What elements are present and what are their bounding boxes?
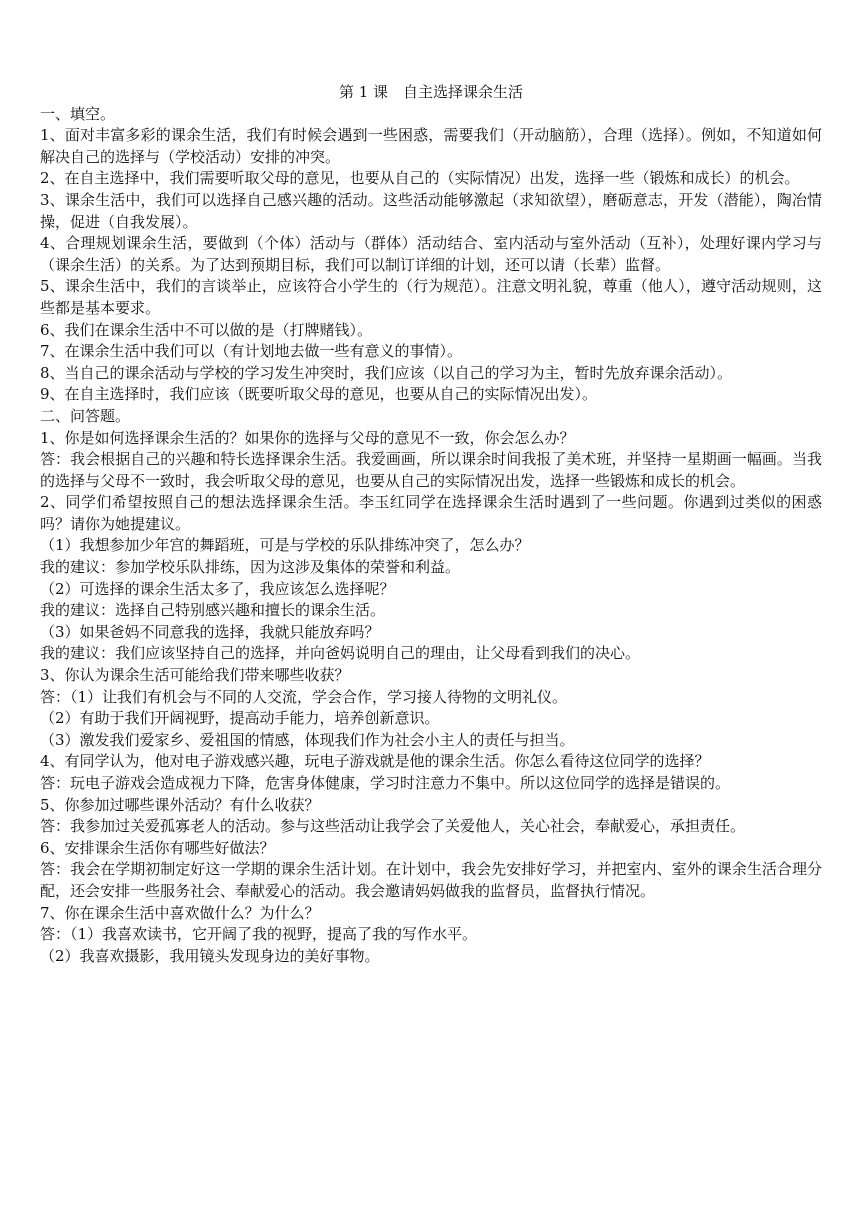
fill-blank-item: 8、当自己的课余活动与学校的学习发生冲突时，我们应该（以自己的学习为主，暂时先放弃课余活动）。 bbox=[40, 363, 733, 382]
answer-item: （2）我喜欢摄影，我用镜头发现身边的美好事物。 bbox=[40, 946, 380, 965]
answer-item: 答：（1）我喜欢读书，它开阔了我的视野，提高了我的写作水平。 bbox=[40, 925, 478, 944]
question-item: 5、你参加过哪些课外活动？有什么收获？ bbox=[40, 795, 320, 814]
fill-blank-item: 5、课余生活中，我们的言谈举止，应该符合小学生的（行为规范）。注意文明礼貌，尊重（他人），遵守活动规则，这些都是基本要求。 bbox=[40, 277, 822, 317]
answer-item: 答：我参加过关爱孤寡老人的活动。参与这些活动让我学会了关爱他人，关心社会，奉献爱心，承担责任。 bbox=[40, 817, 746, 836]
lesson-title: 第 1 课 自主选择课余生活 bbox=[338, 83, 524, 101]
answer-item: 答：我会在学期初制定好这一学期的课余生活计划。在计划中，我会先安排好学习，并把室内、室外的课余生活合理分配，还会安排一些服务社会、奉献爱心的活动。我会邀请妈妈做我的监督员，监督执行情况。 bbox=[40, 860, 822, 900]
question-item: 7、你在课余生活中喜欢做什么？为什么？ bbox=[40, 903, 320, 922]
answer-item: 答：（1）让我们有机会与不同的人交流，学会合作，学习接人待物的文明礼仪。 bbox=[40, 687, 568, 706]
suggestion-item: 我的建议：我们应该坚持自己的选择，并向爸妈说明自己的理由，让父母看到我们的决心。 bbox=[40, 644, 641, 663]
fill-blank-item: 6、我们在课余生活中不可以做的是（打牌赌钱）。 bbox=[40, 320, 373, 339]
sub-question-item: （1）我想参加少年宫的舞蹈班，可是与学校的乐队排练冲突了，怎么办？ bbox=[40, 536, 530, 555]
suggestion-item: 我的建议：参加学校乐队排练，因为这涉及集体的荣誉和利益。 bbox=[40, 558, 461, 577]
answer-item: （3）激发我们爱家乡、爱祖国的情感，体现我们作为社会小主人的责任与担当。 bbox=[40, 730, 575, 749]
question-item: 3、你认为课余生活可能给我们带来哪些收获？ bbox=[40, 666, 350, 685]
suggestion-item: 我的建议：选择自己特别感兴趣和擅长的课余生活。 bbox=[40, 601, 386, 620]
fill-blank-item: 3、课余生活中，我们可以选择自己感兴趣的活动。这些活动能够激起（求知欲望），磨砺意志，开发（潜能），陶冶情操，促进（自我发展）。 bbox=[40, 190, 822, 231]
question-item: 4、有同学认为，他对电子游戏感兴趣，玩电子游戏就是他的课余生活。你怎么看待这位同学的选择？ bbox=[40, 752, 710, 771]
section-heading: 二、问答题。 bbox=[40, 406, 131, 425]
fill-blank-item: 7、在课余生活中我们可以（有计划地去做一些有意义的事情）。 bbox=[40, 342, 463, 361]
fill-blank-item: 1、面对丰富多彩的课余生活，我们有时候会遇到一些困惑，需要我们（开动脑筋），合理（选择）。例如，不知道如何解决自己的选择与（学校活动）安排的冲突。 bbox=[40, 126, 822, 166]
question-item: 2、同学们希望按照自己的想法选择课余生活。李玉红同学在选择课余生活时遇到了一些问题。你遇到过类似的困惑吗？请你为她提建议。 bbox=[40, 493, 822, 533]
answer-item: 答：玩电子游戏会造成视力下降，危害身体健康，学习时注意力不集中。所以这位同学的选择是错误的。 bbox=[40, 774, 731, 792]
sub-question-item: （2）可选择的课余生活太多了，我应该怎么选择呢？ bbox=[40, 579, 395, 598]
fill-blank-item: 9、在自主选择时，我们应该（既要听取父母的意见，也要从自己的实际情况出发）。 bbox=[40, 385, 598, 404]
answer-item: 答：我会根据自己的兴趣和特长选择课余生活。我爱画画，所以课余时间我报了美术班，并坚持一星期画一幅画。当我的选择与父母不一致时，我会听取父母的意见，也要从自己的实际情况出发，选择一些锻炼和成长的机会。 bbox=[40, 450, 822, 490]
fill-blank-item: 4、合理规划课余生活，要做到（个体）活动与（群体）活动结合、室内活动与室外活动（互补），处理好课内学习与（课余生活）的关系。为了达到预期目标，我们可以制订详细的计划，还可以请（长辈）监督。 bbox=[40, 234, 822, 274]
answer-item: （2）有助于我们开阔视野，提高动手能力，培养创新意识。 bbox=[40, 709, 440, 728]
sub-question-item: （3）如果爸妈不同意我的选择，我就只能放弃吗？ bbox=[40, 622, 380, 641]
question-item: 1、你是如何选择课余生活的？如果你的选择与父母的意见不一致，你会怎么办？ bbox=[40, 428, 575, 447]
document-page bbox=[40, 82, 822, 967]
section-heading: 一、填空。 bbox=[40, 104, 116, 123]
fill-blank-item: 2、在自主选择中，我们需要听取父母的意见，也要从自己的（实际情况）出发，选择一些（锻炼和成长）的机会。 bbox=[40, 169, 800, 188]
question-item: 6、安排课余生活你有哪些好做法？ bbox=[40, 838, 275, 857]
